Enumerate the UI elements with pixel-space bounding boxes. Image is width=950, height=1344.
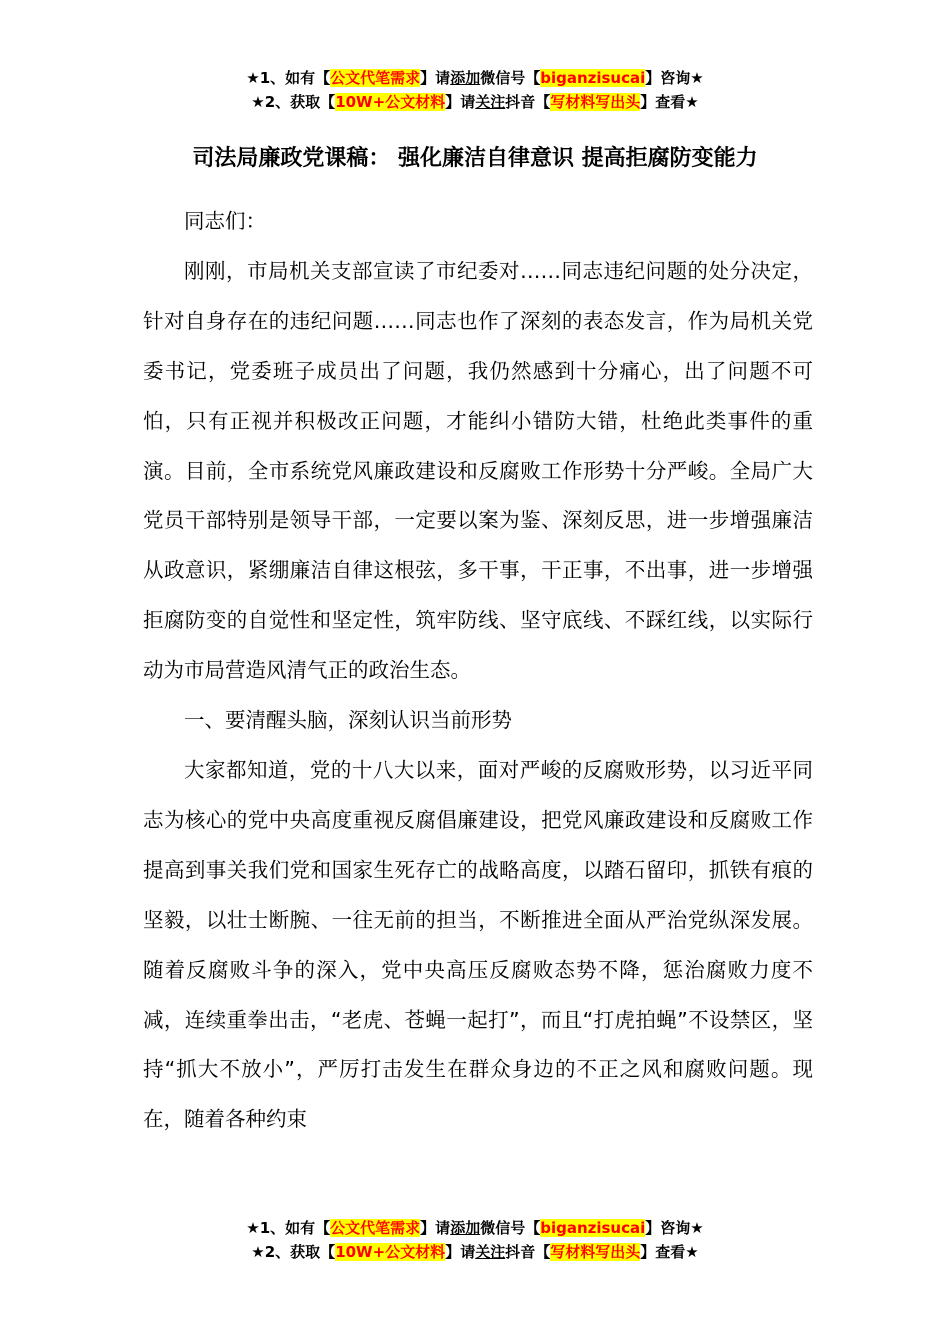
header-banner	[0, 66, 950, 114]
banner-text: 】请	[420, 69, 451, 87]
banner-line-2	[0, 90, 950, 114]
banner-line-2	[0, 1240, 950, 1264]
banner-text: 】请	[445, 1243, 476, 1261]
star-icon: ★	[251, 93, 265, 111]
banner-text: 】查看★	[640, 93, 699, 111]
paragraph: 大家都知道，党的十八大以来，面对严峻的反腐败形势，以习近平同志为核心的党中央高度重视反腐倡廉建设，把党风廉政建设和反腐败工作提高到事关我们党和国家生死存亡的战略高度，以踏石留印，抓铁有痕的坚毅，以壮士断腕、一往无前的担当，不断推进全面从严治党纵深发展。随着反腐败斗争的深入，党中央高压反腐败态势不降，惩治腐败力度不减，连续重拳出击，“老虎、苍蝇一起打”，而且“打虎拍蝇”不设禁区，坚持“抓大不放小”，严厉打击发生在群众身边的不正之风和腐败问题。现在，随着各种约束	[143, 757, 813, 1132]
banner-text: 】咨询★	[645, 69, 704, 87]
emphasis-add: 添加	[450, 69, 481, 87]
footer-banner	[0, 1216, 950, 1264]
section-heading: 一、要清醒头脑，深刻认识当前形势	[184, 708, 512, 733]
highlight-service: 公文代笔需求	[330, 69, 421, 87]
banner-text: 2、获取【	[264, 93, 336, 111]
banner-text: 】咨询★	[645, 1219, 704, 1237]
banner-text: 抖音【	[505, 93, 551, 111]
banner-text: 2、获取【	[264, 1243, 336, 1261]
emphasis-follow: 关注	[475, 93, 506, 111]
highlight-materials: 10W+公文材料	[335, 93, 446, 111]
highlight-douyin: 写材料写出头	[550, 93, 641, 111]
banner-text: 微信号【	[480, 1219, 541, 1237]
emphasis-follow: 关注	[475, 1243, 506, 1261]
emphasis-add: 添加	[450, 1219, 481, 1237]
paragraph: 刚刚，市局机关支部宣读了市纪委对……同志违纪问题的处分决定，针对自身存在的违纪问题……同志也作了深刻的表态发言，作为局机关党委书记，党委班子成员出了问题，我仍然感到十分痛心，出了问题不可怕，只有正视并积极改正问题，才能纠小错防大错，杜绝此类事件的重演。目前，全市系统党风廉政建设和反腐败工作形势十分严峻。全局广大党员干部特别是领导干部，一定要以案为鉴、深刻反思，进一步增强廉洁从政意识，紧绷廉洁自律这根弦，多干事，干正事，不出事，进一步增强拒腐防变的自觉性和坚定性，筑牢防线、坚守底线、不踩红线，以实际行动为市局营造风清气正的政治生态。	[143, 258, 813, 683]
highlight-service: 公文代笔需求	[330, 1219, 421, 1237]
star-icon: ★	[246, 1219, 260, 1237]
salutation: 同志们：	[184, 209, 266, 233]
highlight-materials: 10W+公文材料	[335, 1243, 446, 1261]
banner-text: 1、如有【	[259, 69, 331, 87]
star-icon: ★	[251, 1243, 265, 1261]
banner-line-1	[0, 66, 950, 90]
banner-text: 】请	[445, 93, 476, 111]
highlight-wechat-id: biganzisucai	[540, 69, 646, 87]
banner-text: 1、如有【	[259, 1219, 331, 1237]
banner-text: 】请	[420, 1219, 451, 1237]
star-icon: ★	[246, 69, 260, 87]
banner-text: 抖音【	[505, 1243, 551, 1261]
highlight-wechat-id: biganzisucai	[540, 1219, 646, 1237]
banner-text: 】查看★	[640, 1243, 699, 1261]
document-body	[143, 197, 813, 1145]
document-title: 司法局廉政党课稿： 强化廉洁自律意识 提高拒腐防变能力	[192, 146, 758, 171]
banner-line-1	[0, 1216, 950, 1240]
banner-text: 微信号【	[480, 69, 541, 87]
highlight-douyin: 写材料写出头	[550, 1243, 641, 1261]
